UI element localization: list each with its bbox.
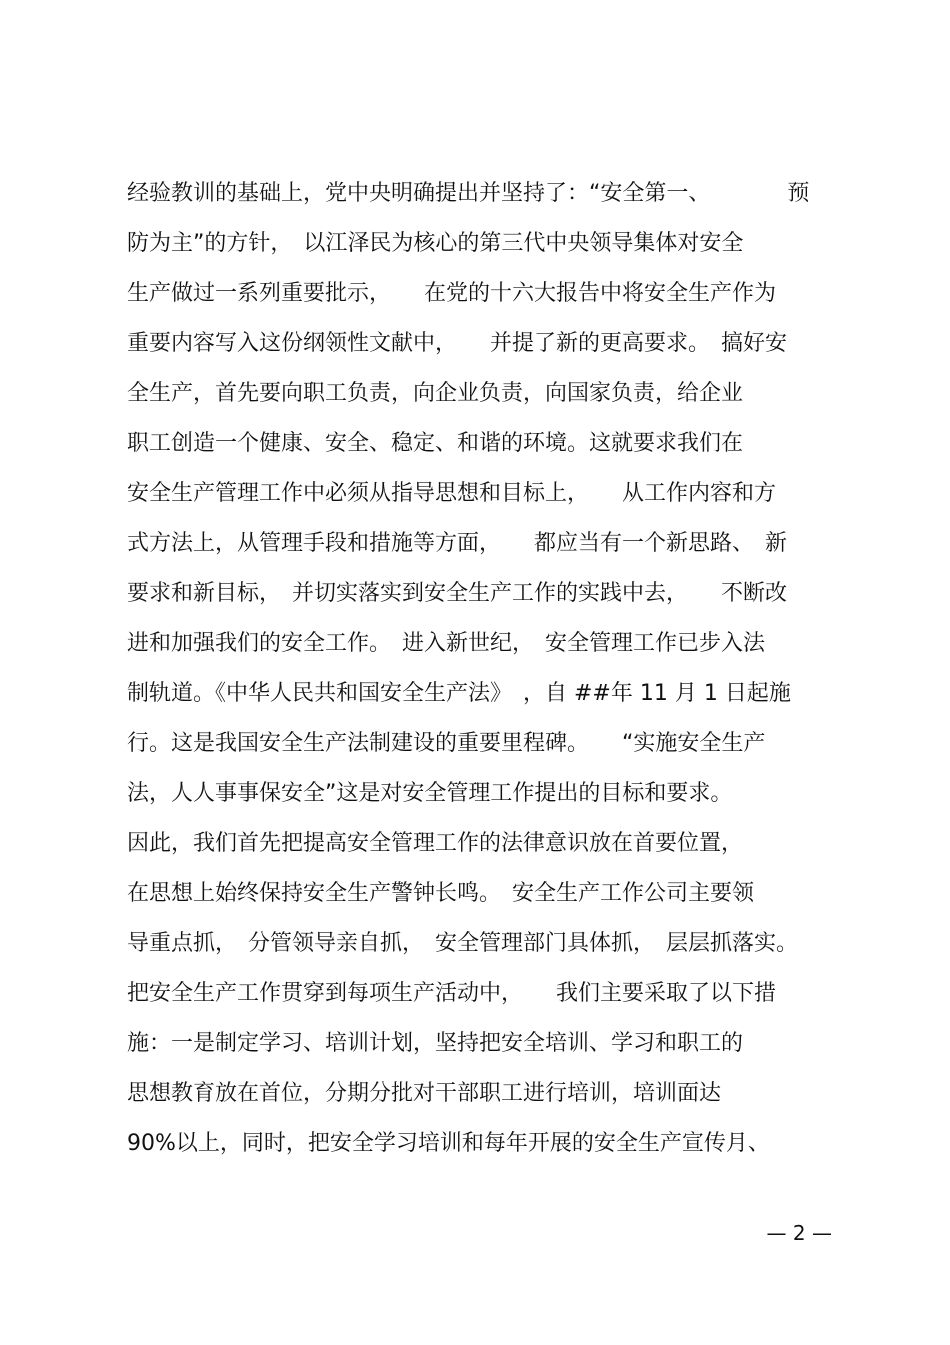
body-text-line: 因此，我们首先把提高安全管理工作的法律意识放在首要位置，: [127, 831, 744, 856]
body-text-line: 90%以上，同时，把安全学习培训和每年开展的安全生产宣传月、: [127, 1131, 770, 1156]
body-text-line: 式方法上，从管理手段和措施等方面， 都应当有一个新思路、 新: [127, 531, 788, 556]
body-text-line: 施：一是制定学习、培训计划，坚持把安全培训、学习和职工的: [127, 1031, 744, 1056]
body-text-line: 行。这是我国安全生产法制建设的重要里程碑。 “实施安全生产: [127, 731, 766, 756]
body-text-line: 制轨道。《中华人民共和国安全生产法》 ，自 ##年 11 月 1 日起施: [127, 681, 791, 706]
body-text-line: 法，人人事事保安全”这是对安全管理工作提出的目标和要求。: [127, 781, 733, 806]
body-text-line: 生产做过一系列重要批示， 在党的十六大报告中将安全生产作为: [127, 281, 777, 306]
body-text-line: 安全生产管理工作中必须从指导思想和目标上， 从工作内容和方: [127, 481, 777, 506]
body-text-line: 导重点抓， 分管领导亲自抓， 安全管理部门具体抓， 层层抓落实。: [127, 931, 799, 956]
body-text-line: 经验教训的基础上，党中央明确提出并坚持了：“安全第一、 预: [127, 181, 810, 206]
page-number: — 2 —: [766, 1221, 832, 1245]
body-text-line: 把安全生产工作贯穿到每项生产活动中， 我们主要采取了以下措: [127, 981, 777, 1006]
body-text-line: 职工创造一个健康、安全、稳定、和谐的环境。这就要求我们在: [127, 431, 744, 456]
body-text-line: 思想教育放在首位，分期分批对干部职工进行培训，培训面达: [127, 1081, 722, 1106]
body-text-line: 在思想上始终保持安全生产警钟长鸣。 安全生产工作公司主要领: [127, 881, 755, 906]
body-text-line: 防为主”的方针， 以江泽民为核心的第三代中央领导集体对安全: [127, 231, 744, 256]
body-text-line: 重要内容写入这份纲领性文献中， 并提了新的更高要求。 搞好安: [127, 331, 788, 356]
body-text-line: 进和加强我们的安全工作。 进入新世纪， 安全管理工作已步入法: [127, 631, 766, 656]
body-text-line: 要求和新目标， 并切实落实到安全生产工作的实践中去， 不断改: [127, 581, 788, 606]
body-text-line: 全生产，首先要向职工负责，向企业负责，向国家负责，给企业: [127, 381, 744, 406]
